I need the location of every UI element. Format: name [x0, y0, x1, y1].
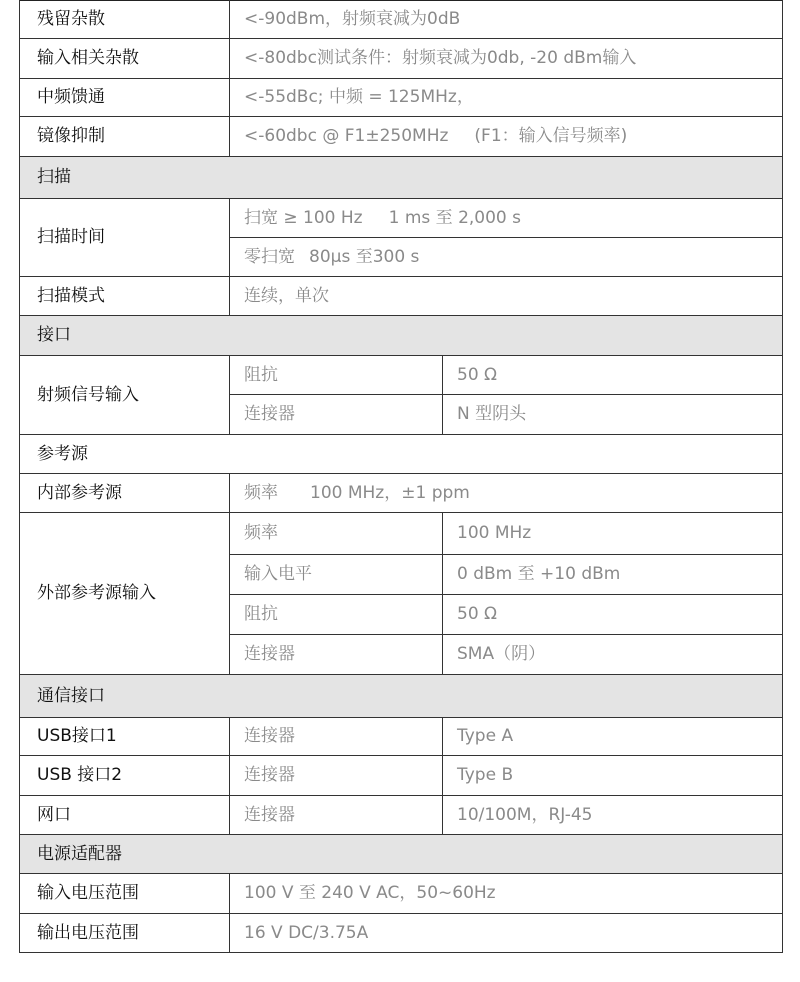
zero-span-value: 80μs 至300 s [309, 246, 420, 267]
label-input-voltage: 输入电压范围 [20, 874, 230, 914]
usb1-connector-label: 连接器 [230, 718, 443, 756]
value-image-rejection [230, 117, 783, 157]
label-input-related-spur: 输入相关杂散 [20, 39, 230, 79]
section-title-interface: 接口 [20, 316, 783, 356]
external-ref-level-label: 输入电平 [230, 555, 443, 595]
row-internal-ref [20, 474, 783, 513]
value-input-related-spur: <-80dbc测试条件：射频衰减为0db, -20 dBm输入 [230, 39, 783, 79]
label-usb1: USB接口1 [20, 718, 230, 756]
row-image-rejection [20, 117, 783, 157]
row-input-related-spur [20, 39, 783, 79]
value-sweep-time-span [230, 199, 783, 238]
row-input-voltage [20, 874, 783, 914]
label-rf-input: 射频信号输入 [20, 356, 230, 435]
usb2-connector-label: 连接器 [230, 756, 443, 796]
zero-span-label: 零扫宽 [244, 246, 295, 267]
spec-table [19, 0, 783, 953]
value-sweep-time-zero [230, 238, 783, 277]
row-if-feedthrough [20, 79, 783, 117]
external-ref-connector-value: SMA（阴） [443, 635, 783, 675]
value-sweep-mode: 连续，单次 [230, 277, 783, 316]
section-title-communication: 通信接口 [20, 675, 783, 718]
label-image-rejection: 镜像抑制 [20, 117, 230, 157]
section-title-reference: 参考源 [20, 435, 783, 474]
label-sweep-time: 扫描时间 [20, 199, 230, 277]
label-internal-ref: 内部参考源 [20, 474, 230, 513]
section-title-power: 电源适配器 [20, 835, 783, 874]
external-ref-impedance-label: 阻抗 [230, 595, 443, 635]
usb2-connector-value: Type B [443, 756, 783, 796]
section-sweep [20, 157, 783, 199]
usb1-connector-value: Type A [443, 718, 783, 756]
row-sweep-time-span [20, 199, 783, 238]
label-network: 网口 [20, 796, 230, 835]
section-title-sweep: 扫描 [20, 157, 783, 199]
rf-impedance-label: 阻抗 [230, 356, 443, 395]
value-residual-spur: <-90dBm，射频衰减为0dB [230, 1, 783, 39]
value-output-voltage: 16 V DC/3.75A [230, 914, 783, 953]
value-input-voltage: 100 V 至 240 V AC，50~60Hz [230, 874, 783, 914]
image-rejection-spec: <-60dbc @ F1±250MHz [244, 126, 449, 147]
row-residual-spur [20, 1, 783, 39]
label-external-ref: 外部参考源输入 [20, 513, 230, 675]
label-if-feedthrough: 中频馈通 [20, 79, 230, 117]
label-residual-spur: 残留杂散 [20, 1, 230, 39]
row-external-ref-freq [20, 513, 783, 555]
label-output-voltage: 输出电压范围 [20, 914, 230, 953]
label-usb2: USB 接口2 [20, 756, 230, 796]
rf-connector-label: 连接器 [230, 395, 443, 435]
row-network [20, 796, 783, 835]
external-ref-freq-label: 频率 [230, 513, 443, 555]
row-usb2 [20, 756, 783, 796]
sweep-span-label: 扫宽 ≥ 100 Hz [244, 207, 363, 228]
section-interface [20, 316, 783, 356]
row-sweep-mode [20, 277, 783, 316]
rf-connector-value: N 型阴头 [443, 395, 783, 435]
value-if-feedthrough: <-55dBc; 中频 = 125MHz， [230, 79, 783, 117]
label-sweep-mode: 扫描模式 [20, 277, 230, 316]
internal-ref-freq-label: 频率 [244, 482, 278, 503]
external-ref-level-value: 0 dBm 至 +10 dBm [443, 555, 783, 595]
value-internal-ref [230, 474, 783, 513]
sweep-span-value: 1 ms 至 2,000 s [388, 207, 521, 228]
external-ref-impedance-value: 50 Ω [443, 595, 783, 635]
network-connector-label: 连接器 [230, 796, 443, 835]
section-power [20, 835, 783, 874]
image-rejection-note: (F1：输入信号频率) [474, 126, 628, 147]
section-communication [20, 675, 783, 718]
row-rf-impedance [20, 356, 783, 395]
rf-impedance-value: 50 Ω [443, 356, 783, 395]
network-connector-value: 10/100M，RJ-45 [443, 796, 783, 835]
external-ref-connector-label: 连接器 [230, 635, 443, 675]
row-usb1 [20, 718, 783, 756]
section-reference [20, 435, 783, 474]
external-ref-freq-value: 100 MHz [443, 513, 783, 555]
row-output-voltage [20, 914, 783, 953]
internal-ref-freq-value: 100 MHz，±1 ppm [310, 482, 470, 503]
